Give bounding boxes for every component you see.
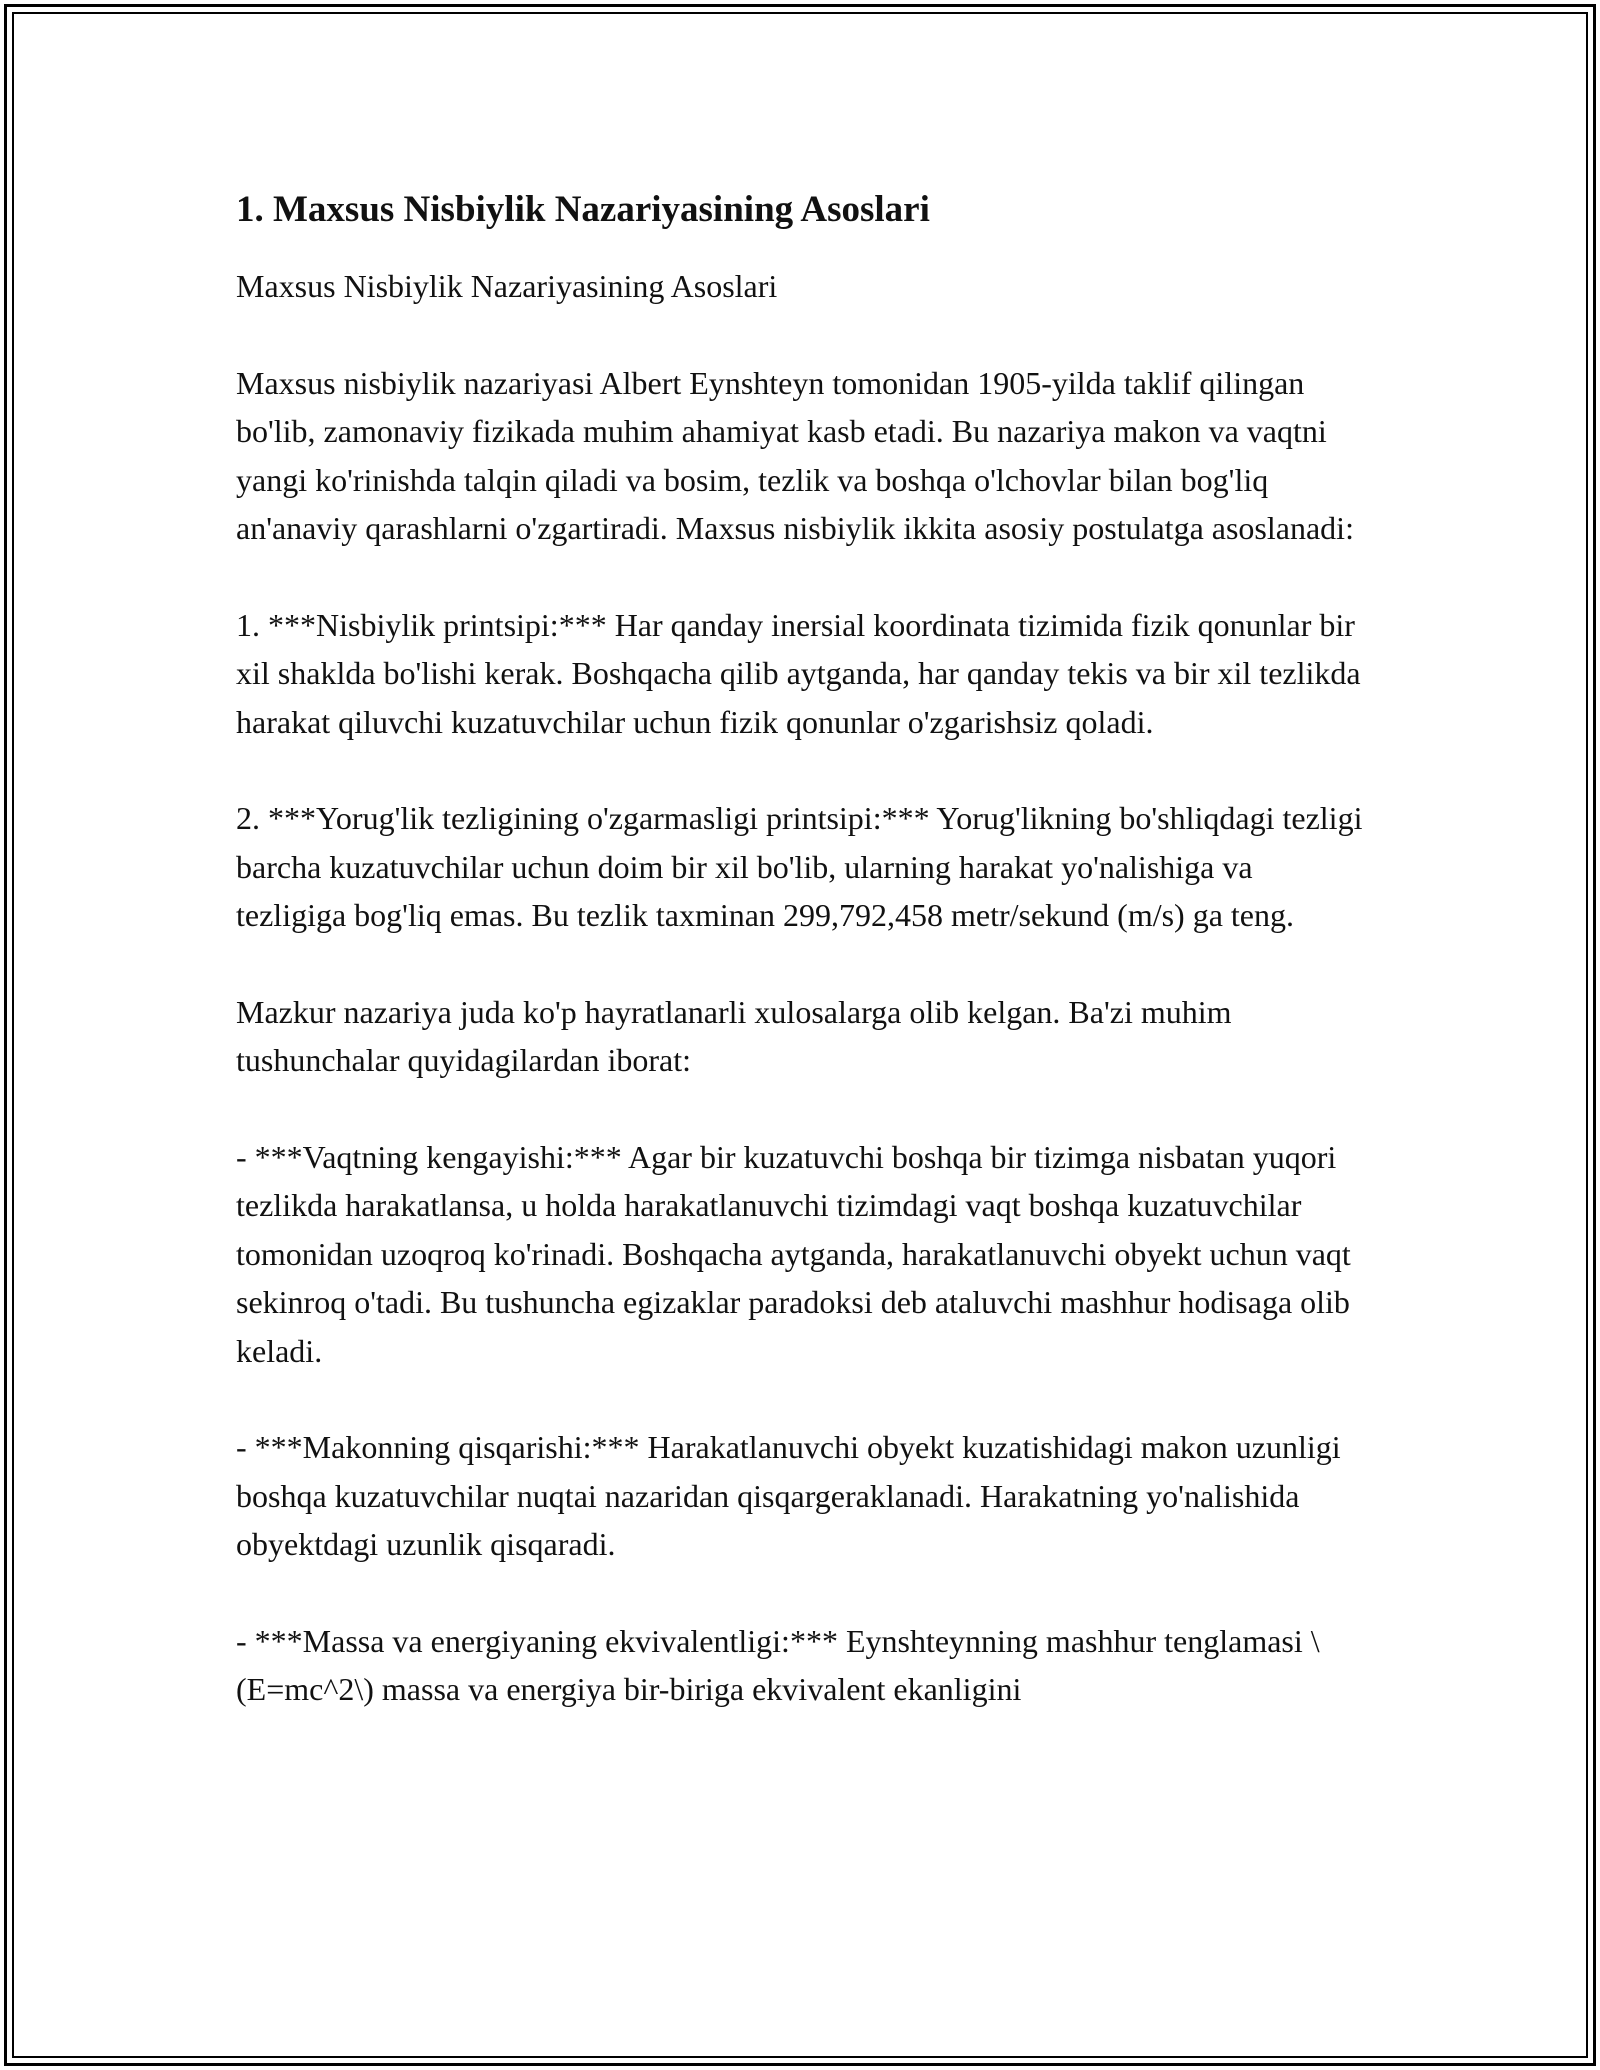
paragraph-postulate-1: 1. ***Nisbiylik printsipi:*** Har qanday inersial koordinata tizimida fizik qonunlar bir xil shaklda bo'lishi kerak. Boshqacha qilib aytganda, har qanday tekis va bir xil tezlikda harakat qiluvchi kuzatuvchilar uchun fizik qonunlar o'zgarishsiz qoladi. bbox=[236, 606, 1361, 740]
section-heading: 1. Maxsus Nisbiylik Nazariyasining Asoslari bbox=[236, 189, 930, 230]
paragraph-length-contraction: - ***Makonning qisqarishi:*** Harakatlanuvchi obyekt kuzatishidagi makon uzunligi boshqa kuzatuvchilar nuqtai nazaridan qisqargeraklanadi. Harakatning yo'nalishida obyektdagi uzunlik qisqaradi. bbox=[236, 1429, 1341, 1562]
paragraph-conclusions-intro: Mazkur nazariya juda ko'p hayratlanarli xulosalarga olib kelgan. Ba'zi muhim tushunchalar quyidagilardan iborat: bbox=[236, 993, 1232, 1078]
paragraph-time-dilation: - ***Vaqtning kengayishi:*** Agar bir kuzatuvchi boshqa bir tizimga nisbatan yuqori tezlikda harakatlansa, u holda harakatlanuvchi tizimdagi vaqt boshqa kuzatuvchilar tomonidan uzoqroq ko'rinadi. Boshqacha aytganda, harakatlanuvchi obyekt uchun vaqt sekinroq o'tadi. Bu tushuncha egizaklar paradoksi deb ataluvchi mashhur hodisaga olib keladi. bbox=[236, 1138, 1351, 1369]
paragraph-intro: Maxsus nisbiylik nazariyasi Albert Eynshteyn tomonidan 1905-yilda taklif qilingan bo'lib, zamonaviy fizikada muhim ahamiyat kasb etadi. Bu nazariya makon va vaqtni yangi ko'rinishda talqin qiladi va bosim, tezlik va boshqa o'lchovlar bilan bog'liq an'anaviy qarashlarni o'zgartiradi. Maxsus nisbiylik ikkita asosiy postulatga asoslanadi: bbox=[236, 364, 1354, 546]
document-body bbox=[236, 186, 1366, 1762]
paragraph-mass-energy: - ***Massa va energiyaning ekvivalentligi:*** Eynshteynning mashhur tenglamasi \(E=mc^2\) massa va energiya bir-biriga ekvivalent ekanligini bbox=[236, 1622, 1320, 1707]
section-subtitle: Maxsus Nisbiylik Nazariyasining Asoslari bbox=[236, 268, 778, 304]
paragraph-postulate-2: 2. ***Yorug'lik tezligining o'zgarmasligi printsipi:*** Yorug'likning bo'shliqdagi tezligi barcha kuzatuvchilar uchun doim bir xil bo'lib, ularning harakat yo'nalishiga va tezligiga bog'liq emas. Bu tezlik taxminan 299,792,458 metr/sekund (m/s) ga teng. bbox=[236, 800, 1363, 933]
